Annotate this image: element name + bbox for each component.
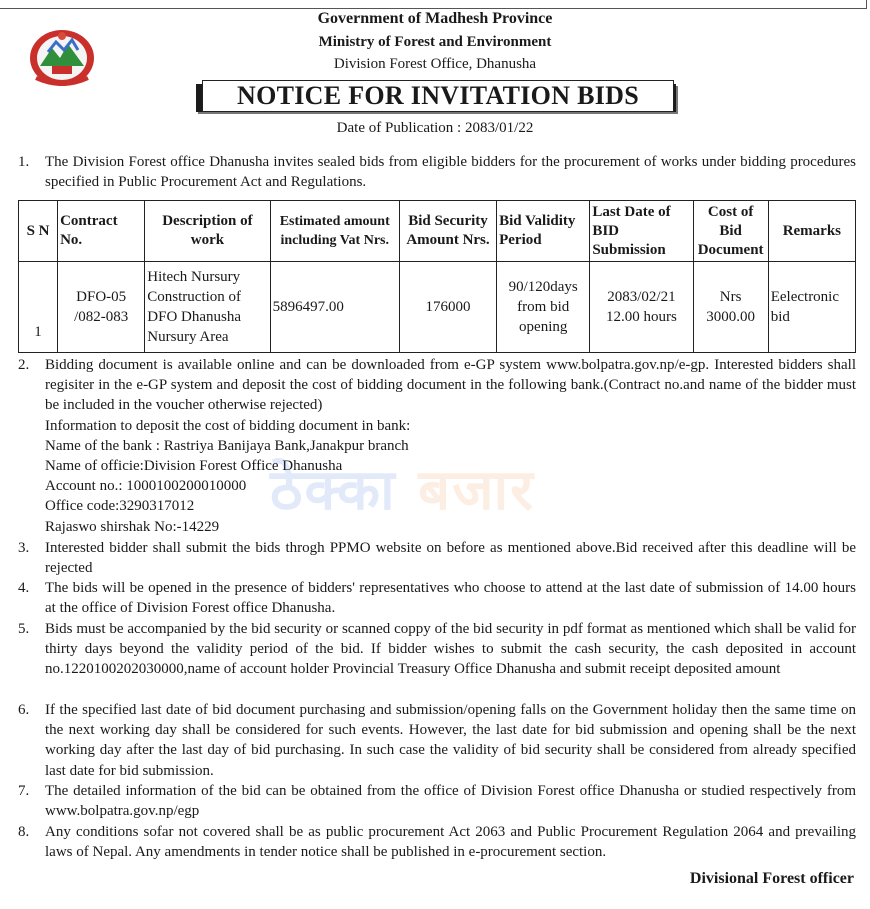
paragraph-number: 8.	[18, 824, 30, 840]
publication-date: Date of Publication : 2083/01/22	[336, 120, 534, 136]
table-header-cell: Contract No.	[58, 201, 145, 262]
table-cell: DFO-05 /082-083	[58, 262, 145, 353]
bank-name: Name of the bank : Rastriya Banijaya Bank,Janakpur branch	[45, 437, 409, 454]
table-header-cell: Description of work	[145, 201, 270, 262]
paragraph-4	[18, 578, 856, 618]
signature-title: Divisional Forest officer	[689, 870, 854, 887]
paragraph-number: 6.	[18, 702, 30, 718]
paragraph-text: The Division Forest office Dhanusha invites sealed bids from eligible bidders for the procurement of works under bidding procedures specified in Public Procurement Act and Regulations.	[45, 154, 856, 191]
table-header-cell: Remarks	[768, 201, 855, 262]
table-cell: 176000	[399, 262, 496, 353]
rajaswo-shirshak: Rajaswo shirshak No:-14229	[45, 518, 220, 535]
page-border	[0, 0, 867, 9]
bids-table	[18, 200, 856, 353]
paragraph-text: Bidding document is available online and can be downloaded from e-GP system www.bolpatra.gov.np/e-gp. Interested bidders shall regisiter in the e-GP system and deposit the cost of bidding document in the following bank.(Contract no.and name of the bidder must be included in the voucher otherwise rejected)	[45, 357, 856, 414]
bank-info-title: Information to deposit the cost of bidding document in bank:	[45, 417, 411, 434]
paragraph-number: 5.	[18, 621, 30, 637]
table-header-cell: Cost of Bid Document	[693, 201, 768, 262]
paragraph-number: 1.	[18, 154, 30, 170]
paragraph-text: Interested bidder shall submit the bids throgh PPMO website on before as mentioned above.Bid received after this deadline will be rejected	[45, 540, 856, 577]
table-cell: Hitech Nursury Construction of DFO Dhanusha Nursury Area	[145, 262, 270, 353]
table-cell: 1	[19, 262, 58, 353]
paragraph-3	[18, 538, 856, 578]
table-header-cell: Bid Validity Period	[497, 201, 590, 262]
table-cell: Nrs 3000.00	[693, 262, 768, 353]
paragraph-number: 4.	[18, 580, 30, 596]
table-header-cell: Bid Security Amount Nrs.	[399, 201, 496, 262]
table-header-cell: Last Date of BID Submission	[590, 201, 693, 262]
office-code: Office code:3290317012	[45, 498, 195, 515]
government-name: Government of Madhesh Province	[317, 10, 553, 27]
ministry-name: Ministry of Forest and Environment	[318, 34, 552, 50]
paragraph-text: Bids must be accompanied by the bid security or scanned coppy of the bid security in pdf format as mentioned which shall be valid for thirty days beyond the validity period of the bid. If bidder wishes to submit the cash security, the cash deposited in account no.1220100202030000,name of account holder Provincial Treasury Office Dhanusha and submit receipt deposited amount	[45, 621, 856, 678]
paragraph-number: 3.	[18, 540, 30, 556]
table-cell: 5896497.00	[270, 262, 399, 353]
paragraph-6	[18, 700, 856, 781]
watermark-logo: ठेक्का बजार	[270, 458, 536, 523]
table-row	[19, 262, 856, 353]
paragraph-5	[18, 619, 856, 680]
paragraph-text: The bids will be opened in the presence of bidders' representatives who choose to attend at the last date of submission of 14.00 hours at the office of Division Forest office Dhanusha.	[45, 580, 856, 617]
table-cell: 2083/02/21 12.00 hours	[590, 262, 693, 353]
office-account-name: Name of officie:Division Forest Office Dhanusha	[45, 458, 343, 475]
paragraph-8	[18, 822, 856, 862]
table-header-cell: S N	[19, 201, 58, 262]
paragraph-7	[18, 781, 856, 821]
account-number: Account no.: 1000100200010000	[45, 478, 247, 495]
notice-title: NOTICE FOR INVITATION BIDS	[202, 80, 674, 112]
table-cell: Eelectronic bid	[768, 262, 855, 353]
paragraph-text: Any conditions sofar not covered shall be as public procurement Act 2063 and Public Procurement Regulation 2064 and prevailing laws of Nepal. Any amendments in tender notice shall be published in e-procurement section.	[45, 824, 856, 861]
paragraph-number: 7.	[18, 783, 30, 799]
paragraph-1	[18, 152, 856, 192]
table-header-row	[19, 201, 856, 262]
table-header-cell: Estimated amount including Vat Nrs.	[270, 201, 399, 262]
paragraph-text: If the specified last date of bid document purchasing and submission/opening falls on the Government holiday then the same time on the next working day shall be considered for such events. However, the last date for bid submission and opening shall be the next working day after the last day of bid purchasing. In such case the validity of bid security shall be considered from already specified last date for bid submission.	[45, 702, 856, 779]
table-cell: 90/120days from bid opening	[497, 262, 590, 353]
paragraph-text: The detailed information of the bid can be obtained from the office of Division Forest office Dhanusha or studied respectively from www.bolpatra.gov.np/egp	[45, 783, 856, 820]
office-name: Division Forest Office, Dhanusha	[333, 56, 537, 72]
paragraph-number: 2.	[18, 357, 30, 373]
